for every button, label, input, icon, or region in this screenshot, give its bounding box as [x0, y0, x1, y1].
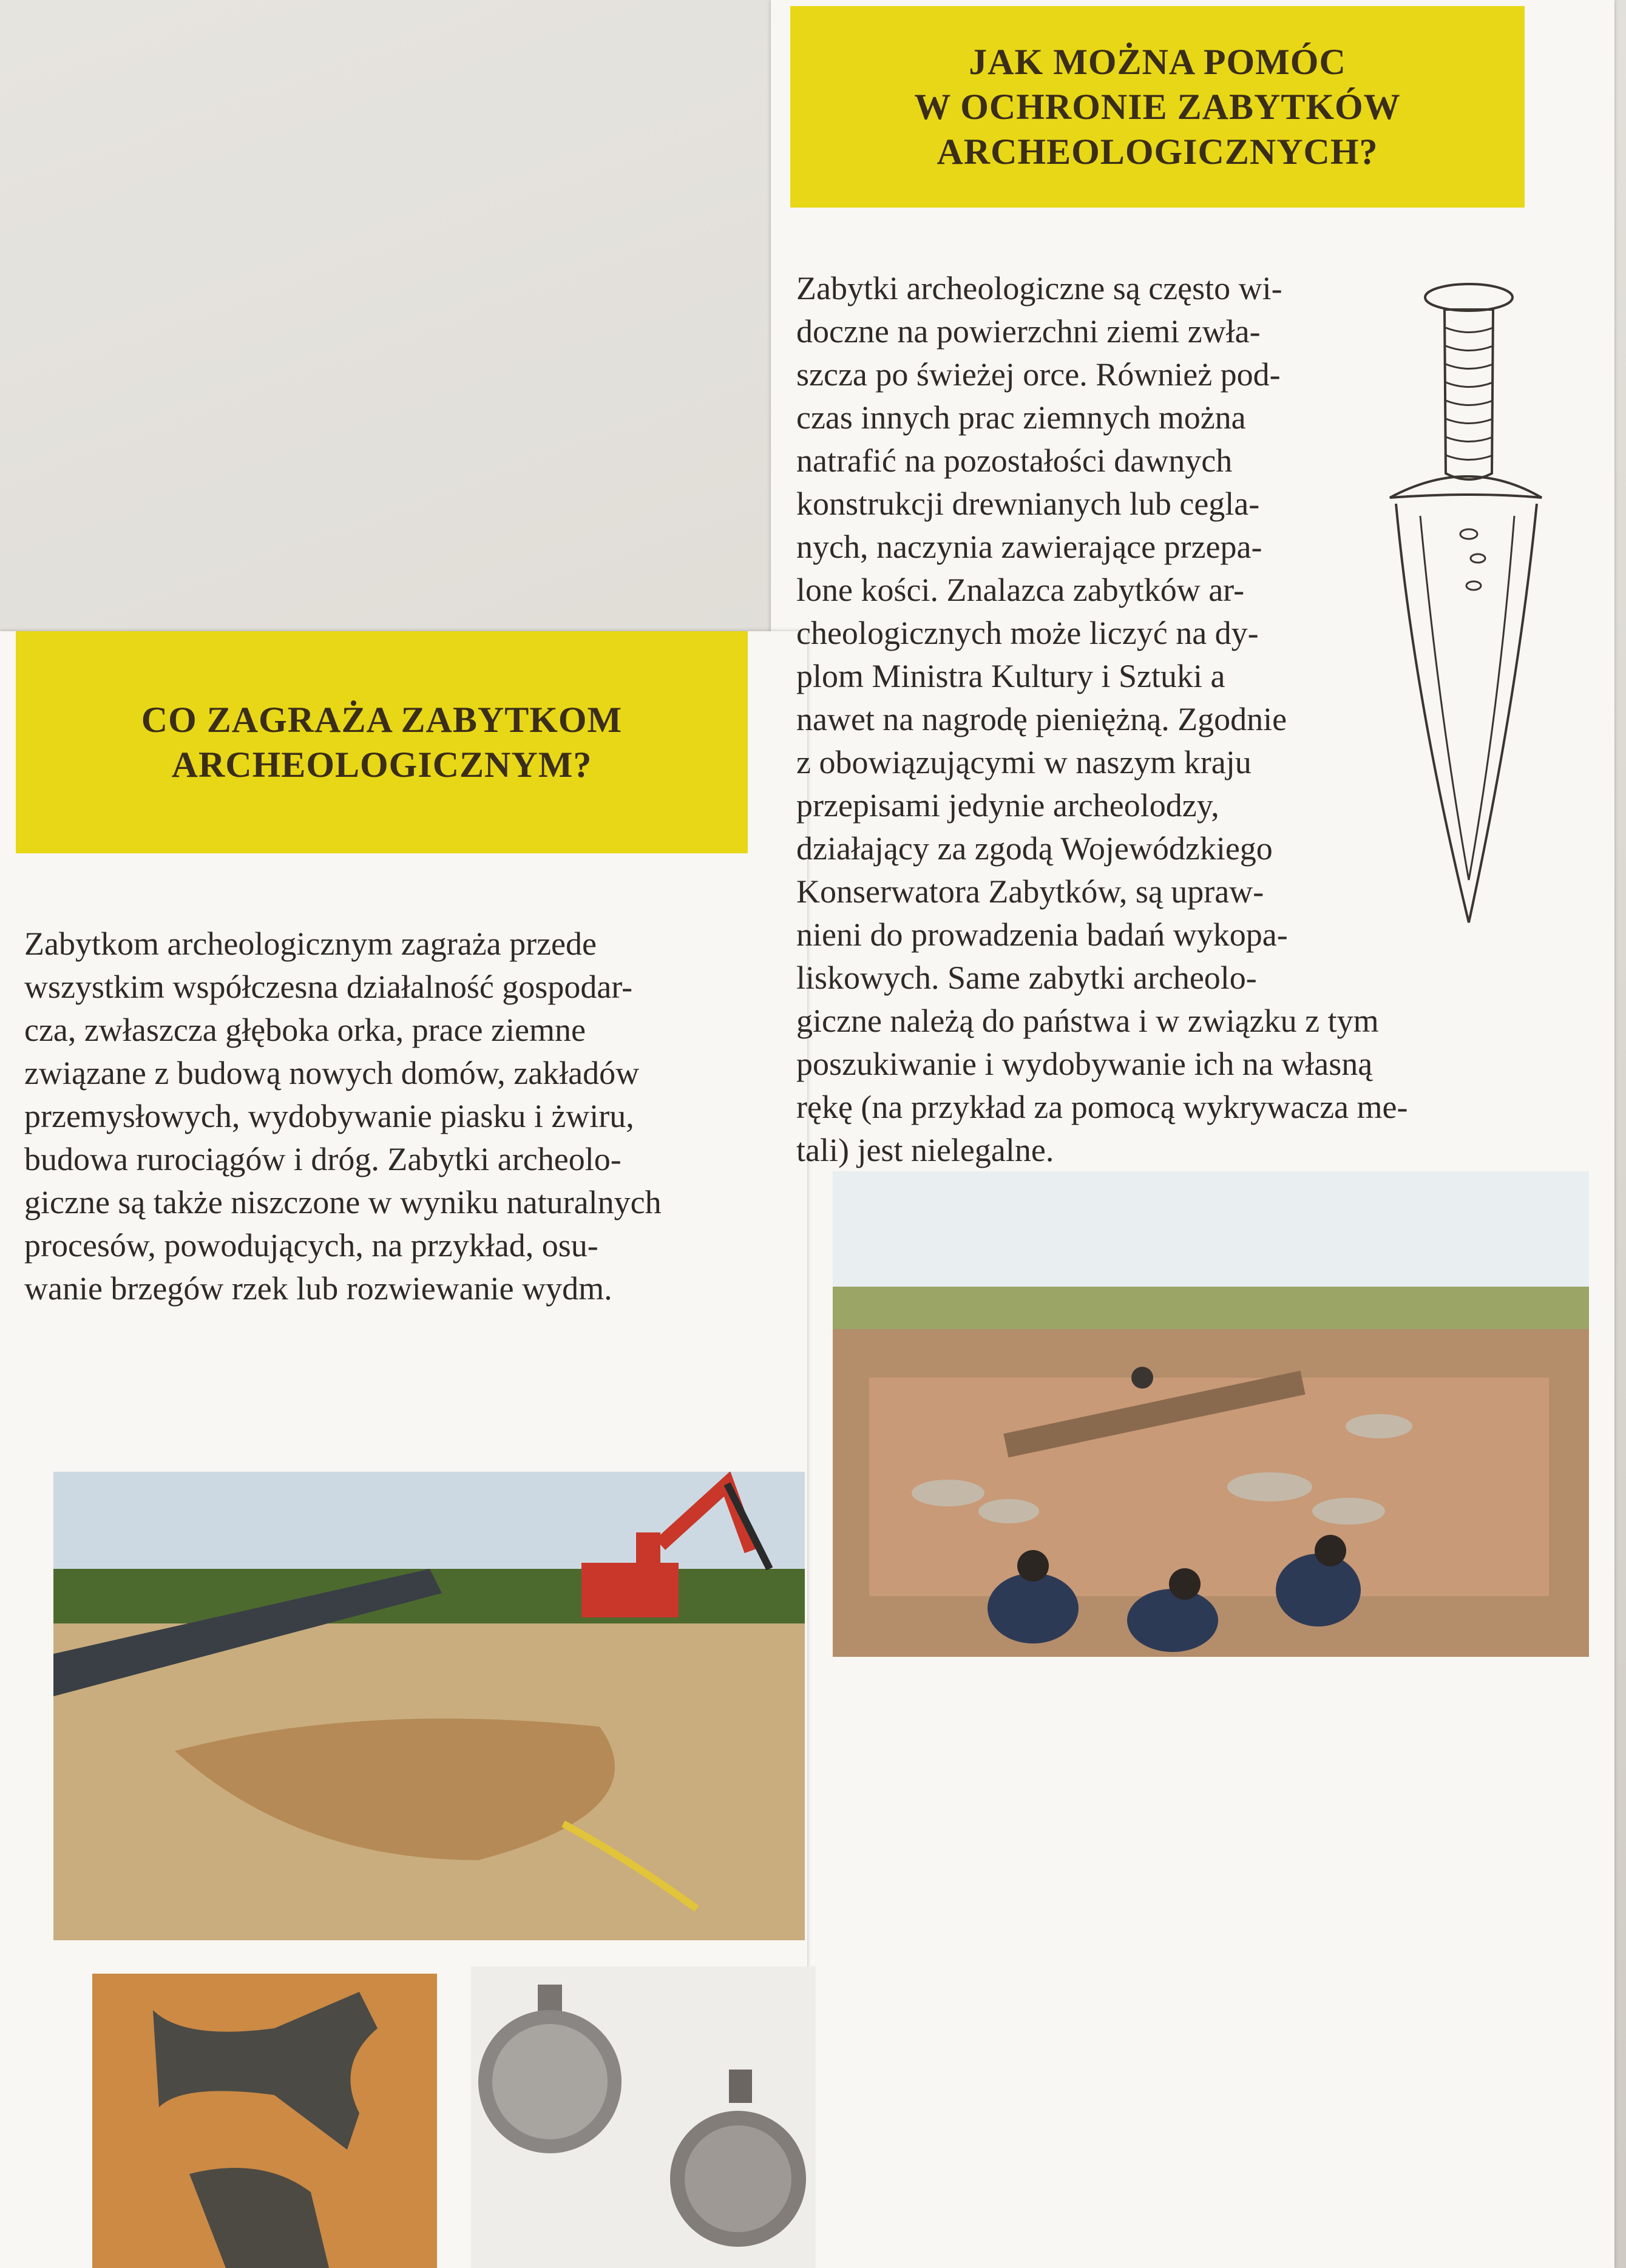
right-body-paragraph: Zabytki archeologiczne są często wi- doczne na powierzchni ziemi zwła- szcza po świeżej orce. Również pod- czas innych prac ziemnych można natrafić na pozostałości dawnych konstrukcji drewnianych lub cegla- nych, naczynia zawierające przepa- lone kości. Znalazca zabytków ar- cheologicznych może liczyć na dy- plom Ministra Kultury i Sztuki a nawet na nagrodę pieniężną. Zgodnie z obowiązującymi w naszym kraju przepisami jedynie archeolodzy, działający za zgodą Wojewódzkiego Konserwatora Zabytków, są upraw- nieni do prowadzenia badań wykopa- liskowych. Same zabytki archeolo- giczne należą do państwa i w związku z tym poszukiwanie i wydobywanie ich na własną rękę (na przykład za pomocą wykrywacza me- tali) jest nielegalne.: [796, 270, 1408, 1168]
pipeline-excavator-photo: [53, 1472, 805, 1940]
left-body-text: [24, 922, 771, 1310]
pendants-photo: [471, 1966, 816, 2268]
excavation-site-photo: [833, 1171, 1589, 1657]
right-heading-banner: [790, 6, 1525, 208]
left-heading-banner: [16, 631, 748, 853]
left-heading: CO ZAGRAŻA ZABYTKOM ARCHEOLOGICZNYM?: [141, 700, 623, 785]
bronze-dagger-drawing: [1378, 273, 1548, 935]
right-heading: JAK MOŻNA POMÓC W OCHRONIE ZABYTKÓW ARCHEOLOGICZNYCH?: [914, 42, 1401, 172]
bronze-axe-photo: [92, 1974, 437, 2268]
left-body-paragraph: Zabytkom archeologicznym zagraża przede wszystkim współczesna działalność gospodar- cza, zwłaszcza głęboka orka, prace ziemne związane z budową nowych domów, zakładów przemysłowych, wydobywanie piasku i żwiru, budowa rurociągów i dróg. Zabytki archeolo- giczne są także niszczone w wyniku naturalnych procesów, powodujących, na przykład, osu- wanie brzegów rzek lub rozwiewanie wydm.: [24, 926, 662, 1307]
